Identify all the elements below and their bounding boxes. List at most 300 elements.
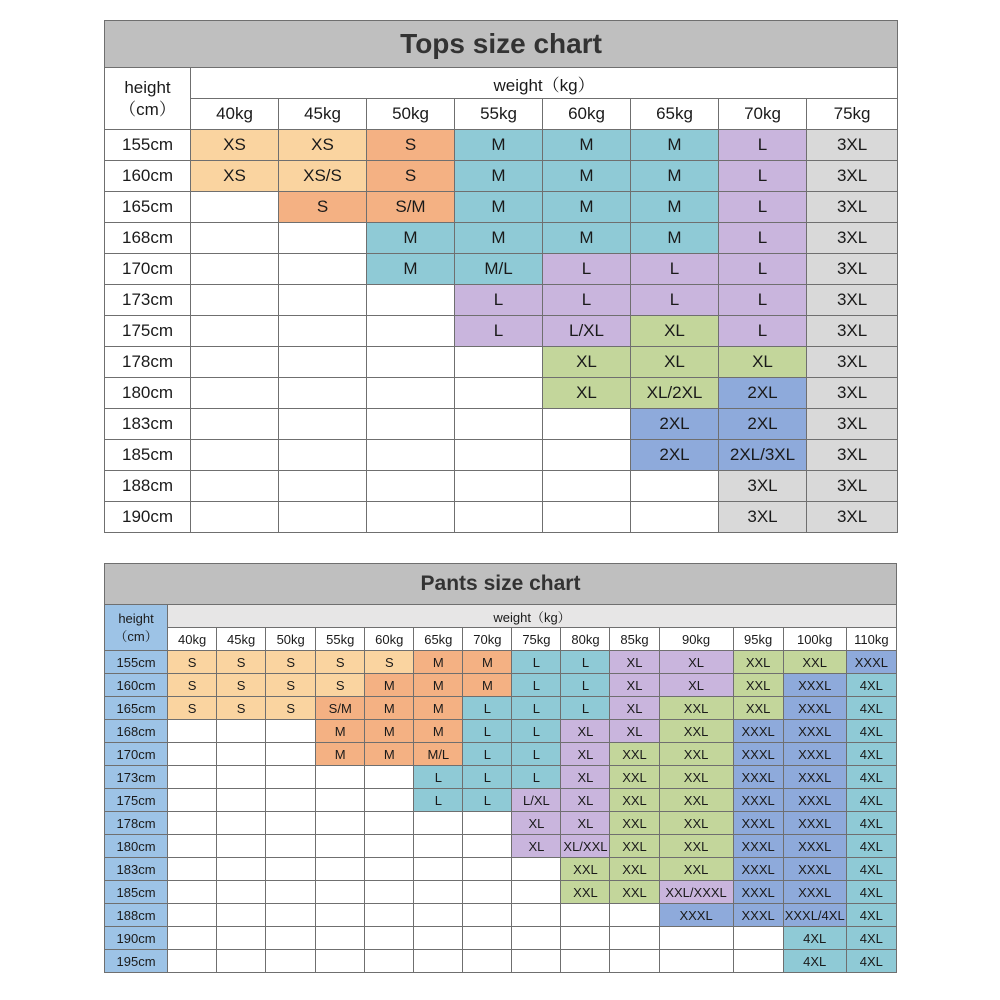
pants-size-cell: S [217, 651, 266, 674]
pants-size-cell: 4XL [846, 927, 896, 950]
tops-size-cell: L [631, 285, 719, 316]
pants-size-cell [168, 835, 217, 858]
pants-size-cell [463, 812, 512, 835]
pants-size-cell [168, 927, 217, 950]
pants-size-cell [512, 881, 561, 904]
tops-size-cell [367, 440, 455, 471]
pants-size-cell [610, 950, 659, 973]
pants-size-cell: XL [561, 766, 610, 789]
pants-size-cell [561, 927, 610, 950]
pants-title: Pants size chart [105, 564, 897, 605]
tops-weight-75kg: 75kg [807, 99, 898, 130]
tops-weight-header-row [105, 99, 898, 130]
tops-size-cell: M [367, 223, 455, 254]
pants-size-cell [365, 950, 414, 973]
tops-size-cell: 3XL [807, 502, 898, 533]
pants-size-cell: L [512, 720, 561, 743]
pants-size-cell: XXXL [846, 651, 896, 674]
pants-size-cell: XXXL [783, 789, 846, 812]
pants-row-160cm [105, 674, 897, 697]
pants-size-cell: 4XL [846, 950, 896, 973]
pants-size-cell: L [463, 743, 512, 766]
pants-size-cell: M [316, 743, 365, 766]
pants-row-183cm [105, 858, 897, 881]
pants-size-cell: L [463, 720, 512, 743]
pants-size-cell: XXL [659, 858, 733, 881]
tops-size-cell [279, 223, 367, 254]
pants-size-cell [610, 927, 659, 950]
pants-size-cell: XXXL [733, 881, 783, 904]
pants-size-cell [365, 766, 414, 789]
pants-size-cell [266, 904, 316, 927]
pants-size-cell: XXL/XXXL [659, 881, 733, 904]
tops-size-cell: M [631, 192, 719, 223]
tops-size-cell [279, 347, 367, 378]
pants-size-cell [168, 766, 217, 789]
pants-size-cell [217, 789, 266, 812]
pants-size-cell [217, 858, 266, 881]
tops-size-cell: M [543, 192, 631, 223]
tops-size-cell [367, 378, 455, 409]
tops-size-cell [279, 409, 367, 440]
tops-size-cell [455, 409, 543, 440]
tops-weight-label: weight（kg） [191, 68, 898, 99]
tops-size-cell: 3XL [807, 223, 898, 254]
pants-size-cell [168, 720, 217, 743]
pants-size-cell: XL [512, 835, 561, 858]
tops-row-185cm [105, 440, 898, 471]
pants-size-cell: XXL [733, 651, 783, 674]
tops-size-cell: M [455, 192, 543, 223]
pants-size-cell [512, 858, 561, 881]
tops-size-cell: 2XL [631, 409, 719, 440]
pants-size-cell: M [365, 720, 414, 743]
pants-size-cell: M [365, 743, 414, 766]
tops-height-170cm: 170cm [105, 254, 191, 285]
pants-size-chart [104, 563, 897, 973]
tops-size-cell: L [543, 285, 631, 316]
pants-size-cell: XXXL [733, 743, 783, 766]
pants-size-cell: L [463, 697, 512, 720]
tops-size-cell: 3XL [807, 316, 898, 347]
tops-size-cell: L [719, 254, 807, 285]
pants-size-cell: L/XL [512, 789, 561, 812]
tops-size-cell: M [543, 161, 631, 192]
pants-size-cell: L [414, 766, 463, 789]
tops-size-cell: L [719, 285, 807, 316]
tops-size-cell: M [543, 223, 631, 254]
tops-size-cell: L [719, 192, 807, 223]
pants-size-cell [512, 904, 561, 927]
tops-weight-50kg: 50kg [367, 99, 455, 130]
tops-height-155cm: 155cm [105, 130, 191, 161]
pants-size-cell [266, 858, 316, 881]
tops-size-cell [455, 502, 543, 533]
pants-size-cell: L [512, 674, 561, 697]
pants-row-165cm [105, 697, 897, 720]
pants-size-cell [414, 950, 463, 973]
tops-size-cell: 3XL [719, 471, 807, 502]
pants-height-165cm: 165cm [105, 697, 168, 720]
tops-size-cell: M [367, 254, 455, 285]
tops-size-cell: L [631, 254, 719, 285]
tops-size-cell [367, 347, 455, 378]
tops-size-cell [279, 440, 367, 471]
tops-height-165cm: 165cm [105, 192, 191, 223]
pants-size-cell: XXL [610, 881, 659, 904]
tops-size-cell: 3XL [807, 378, 898, 409]
pants-size-cell: L [561, 674, 610, 697]
pants-size-cell [414, 858, 463, 881]
pants-weight-95kg: 95kg [733, 628, 783, 651]
pants-size-cell: XXL [659, 766, 733, 789]
pants-size-cell: XXL [733, 697, 783, 720]
pants-height-175cm: 175cm [105, 789, 168, 812]
pants-size-cell [168, 881, 217, 904]
pants-size-cell [266, 835, 316, 858]
tops-size-cell: M [543, 130, 631, 161]
pants-size-cell: M [316, 720, 365, 743]
pants-size-cell [463, 881, 512, 904]
pants-weight-45kg: 45kg [217, 628, 266, 651]
tops-size-cell: L [719, 130, 807, 161]
pants-size-cell [217, 766, 266, 789]
tops-weight-65kg: 65kg [631, 99, 719, 130]
pants-size-cell [512, 950, 561, 973]
pants-size-cell: M [414, 674, 463, 697]
tops-size-cell: XL [543, 347, 631, 378]
tops-size-cell [191, 192, 279, 223]
pants-size-cell: 4XL [846, 835, 896, 858]
tops-row-165cm [105, 192, 898, 223]
tops-height-160cm: 160cm [105, 161, 191, 192]
pants-size-cell [316, 950, 365, 973]
pants-size-cell: XXL [659, 743, 733, 766]
pants-size-cell: M [463, 674, 512, 697]
pants-row-168cm [105, 720, 897, 743]
pants-size-cell: S [168, 697, 217, 720]
pants-row-155cm [105, 651, 897, 674]
pants-size-cell [168, 812, 217, 835]
pants-size-cell [266, 812, 316, 835]
tops-size-cell: S [279, 192, 367, 223]
tops-size-cell: M [455, 223, 543, 254]
pants-size-cell [414, 835, 463, 858]
pants-height-188cm: 188cm [105, 904, 168, 927]
pants-size-cell: XXXL [659, 904, 733, 927]
tops-size-cell: XL/2XL [631, 378, 719, 409]
pants-height-160cm: 160cm [105, 674, 168, 697]
tops-size-cell: 2XL [719, 378, 807, 409]
pants-size-cell [463, 835, 512, 858]
tops-weight-40kg: 40kg [191, 99, 279, 130]
pants-weight-80kg: 80kg [561, 628, 610, 651]
pants-size-cell [365, 904, 414, 927]
pants-size-cell: XL [610, 697, 659, 720]
pants-size-cell [316, 927, 365, 950]
pants-size-cell: XXXL [783, 720, 846, 743]
tops-size-cell [191, 285, 279, 316]
pants-size-cell [266, 927, 316, 950]
tops-size-cell: M [631, 130, 719, 161]
pants-size-cell: XXXL/4XL [783, 904, 846, 927]
pants-size-cell: XXXL [783, 858, 846, 881]
pants-size-cell [168, 858, 217, 881]
tops-body [105, 130, 898, 533]
pants-size-cell: XXL [733, 674, 783, 697]
pants-size-cell: L [463, 789, 512, 812]
pants-size-cell [365, 789, 414, 812]
pants-size-cell: XXL [610, 835, 659, 858]
pants-height-173cm: 173cm [105, 766, 168, 789]
tops-size-cell [455, 378, 543, 409]
pants-size-cell: XXL [659, 789, 733, 812]
tops-size-cell [455, 471, 543, 502]
tops-row-183cm [105, 409, 898, 440]
pants-height-155cm: 155cm [105, 651, 168, 674]
pants-size-cell [266, 720, 316, 743]
pants-size-cell: S [266, 651, 316, 674]
pants-size-cell: S [316, 674, 365, 697]
pants-height-195cm: 195cm [105, 950, 168, 973]
pants-size-cell: XXXL [733, 720, 783, 743]
pants-size-cell: 4XL [846, 720, 896, 743]
tops-size-cell: 3XL [807, 409, 898, 440]
pants-weight-label: weight（kg） [168, 605, 897, 628]
tops-size-cell [191, 502, 279, 533]
tops-weight-45kg: 45kg [279, 99, 367, 130]
pants-size-cell [217, 720, 266, 743]
pants-size-cell [733, 927, 783, 950]
pants-size-cell: L [414, 789, 463, 812]
pants-size-cell: S [217, 674, 266, 697]
pants-size-cell [365, 858, 414, 881]
pants-size-cell [659, 950, 733, 973]
pants-weight-75kg: 75kg [512, 628, 561, 651]
tops-title: Tops size chart [105, 21, 898, 68]
pants-size-cell [365, 881, 414, 904]
pants-size-cell: XXXL [783, 743, 846, 766]
pants-size-cell: 4XL [846, 881, 896, 904]
tops-height-185cm: 185cm [105, 440, 191, 471]
pants-size-cell [414, 881, 463, 904]
pants-size-cell [463, 950, 512, 973]
pants-height-178cm: 178cm [105, 812, 168, 835]
tops-size-cell [191, 316, 279, 347]
tops-size-cell [191, 223, 279, 254]
pants-row-178cm [105, 812, 897, 835]
tops-size-cell: S [367, 130, 455, 161]
tops-size-cell [191, 347, 279, 378]
tops-size-cell: L [719, 223, 807, 254]
pants-size-cell: XXL [610, 858, 659, 881]
tops-size-cell [279, 502, 367, 533]
tops-size-cell: XL [719, 347, 807, 378]
tops-size-cell: S [367, 161, 455, 192]
pants-size-cell: XXXL [783, 835, 846, 858]
pants-size-cell [266, 743, 316, 766]
pants-size-cell [266, 766, 316, 789]
pants-size-cell: L [512, 766, 561, 789]
tops-height-188cm: 188cm [105, 471, 191, 502]
tops-size-cell: 2XL/3XL [719, 440, 807, 471]
pants-size-cell: XXL [659, 812, 733, 835]
tops-size-cell: L [455, 285, 543, 316]
tops-height-173cm: 173cm [105, 285, 191, 316]
pants-size-cell: S [168, 674, 217, 697]
tops-height-175cm: 175cm [105, 316, 191, 347]
pants-size-cell: XL [512, 812, 561, 835]
tops-size-cell [631, 471, 719, 502]
pants-size-cell: XXL [561, 881, 610, 904]
pants-size-cell: L [561, 697, 610, 720]
pants-size-cell: S [266, 674, 316, 697]
pants-size-cell: XL [610, 674, 659, 697]
tops-size-cell: M [631, 161, 719, 192]
tops-height-190cm: 190cm [105, 502, 191, 533]
tops-size-cell: XL [543, 378, 631, 409]
tops-size-cell: 3XL [807, 130, 898, 161]
pants-size-cell: XXXL [733, 789, 783, 812]
tops-size-cell: L [719, 316, 807, 347]
pants-size-cell: M [463, 651, 512, 674]
pants-weight-header-row [105, 628, 897, 651]
pants-weight-50kg: 50kg [266, 628, 316, 651]
pants-size-cell [168, 743, 217, 766]
pants-size-cell: XL [561, 720, 610, 743]
tops-size-cell: XS [279, 130, 367, 161]
pants-size-cell: 4XL [846, 858, 896, 881]
tops-size-cell: L [719, 161, 807, 192]
pants-size-cell: S [316, 651, 365, 674]
pants-size-cell: M [414, 651, 463, 674]
tops-size-cell [191, 409, 279, 440]
pants-size-cell [610, 904, 659, 927]
pants-weight-110kg: 110kg [846, 628, 896, 651]
pants-size-cell [316, 812, 365, 835]
pants-size-cell: XXXL [733, 858, 783, 881]
pants-size-cell: XXXL [783, 697, 846, 720]
pants-size-cell: XXL [659, 835, 733, 858]
tops-size-cell: 2XL [719, 409, 807, 440]
pants-size-cell: XXL [610, 766, 659, 789]
tops-row-188cm [105, 471, 898, 502]
pants-size-cell: 4XL [846, 789, 896, 812]
pants-size-cell: L [561, 651, 610, 674]
pants-row-190cm [105, 927, 897, 950]
pants-size-cell: S [365, 651, 414, 674]
tops-size-cell [279, 316, 367, 347]
tops-row-160cm [105, 161, 898, 192]
tops-size-cell [191, 254, 279, 285]
tops-size-cell: XS [191, 130, 279, 161]
pants-size-cell [266, 789, 316, 812]
tops-size-cell: L [543, 254, 631, 285]
pants-size-cell: L [463, 766, 512, 789]
pants-size-cell: S/M [316, 697, 365, 720]
pants-size-cell: XXL [561, 858, 610, 881]
tops-size-cell: S/M [367, 192, 455, 223]
pants-weight-90kg: 90kg [659, 628, 733, 651]
pants-size-cell: XL/XXL [561, 835, 610, 858]
tops-size-cell: 3XL [807, 192, 898, 223]
pants-height-185cm: 185cm [105, 881, 168, 904]
tops-size-cell [367, 285, 455, 316]
tops-row-180cm [105, 378, 898, 409]
tops-size-cell [367, 409, 455, 440]
pants-row-173cm [105, 766, 897, 789]
pants-size-cell [414, 927, 463, 950]
pants-size-cell [316, 881, 365, 904]
pants-size-cell: 4XL [846, 674, 896, 697]
tops-weight-60kg: 60kg [543, 99, 631, 130]
pants-size-cell: L [512, 651, 561, 674]
pants-row-170cm [105, 743, 897, 766]
pants-size-cell: 4XL [783, 927, 846, 950]
pants-size-cell: 4XL [846, 812, 896, 835]
pants-size-cell: XXL [610, 789, 659, 812]
pants-size-cell: L [512, 697, 561, 720]
tops-size-cell: XS/S [279, 161, 367, 192]
tops-size-cell [191, 440, 279, 471]
tops-weight-70kg: 70kg [719, 99, 807, 130]
tops-size-cell: XL [631, 316, 719, 347]
tops-size-chart [104, 20, 898, 533]
pants-size-cell: M [365, 697, 414, 720]
tops-size-cell: L/XL [543, 316, 631, 347]
pants-size-cell: XL [659, 651, 733, 674]
pants-height-180cm: 180cm [105, 835, 168, 858]
pants-weight-65kg: 65kg [414, 628, 463, 651]
pants-size-cell: XL [659, 674, 733, 697]
tops-weight-55kg: 55kg [455, 99, 543, 130]
pants-row-175cm [105, 789, 897, 812]
pants-size-cell [316, 858, 365, 881]
tops-size-cell: M [631, 223, 719, 254]
pants-size-cell [168, 950, 217, 973]
tops-size-cell [631, 502, 719, 533]
pants-size-cell: XXXL [783, 674, 846, 697]
pants-size-cell [463, 858, 512, 881]
pants-size-cell [168, 904, 217, 927]
tops-size-cell [543, 502, 631, 533]
pants-size-cell: XL [610, 651, 659, 674]
pants-size-cell: S [217, 697, 266, 720]
pants-size-cell [512, 927, 561, 950]
pants-size-cell [266, 950, 316, 973]
tops-row-173cm [105, 285, 898, 316]
pants-size-cell [266, 881, 316, 904]
tops-size-cell: 3XL [807, 440, 898, 471]
tops-size-cell: M [455, 161, 543, 192]
tops-height-178cm: 178cm [105, 347, 191, 378]
pants-size-cell: XL [561, 789, 610, 812]
tops-size-cell [279, 471, 367, 502]
pants-size-cell: 4XL [846, 743, 896, 766]
tops-height-168cm: 168cm [105, 223, 191, 254]
tops-size-cell: 3XL [807, 471, 898, 502]
pants-size-cell [659, 927, 733, 950]
tops-row-178cm [105, 347, 898, 378]
tops-height-label: height （cm） [105, 68, 191, 130]
tops-size-cell [191, 471, 279, 502]
pants-size-cell [561, 950, 610, 973]
pants-size-cell [316, 904, 365, 927]
tops-size-cell [279, 378, 367, 409]
pants-row-195cm [105, 950, 897, 973]
pants-size-cell [217, 927, 266, 950]
pants-size-cell: XXXL [733, 904, 783, 927]
